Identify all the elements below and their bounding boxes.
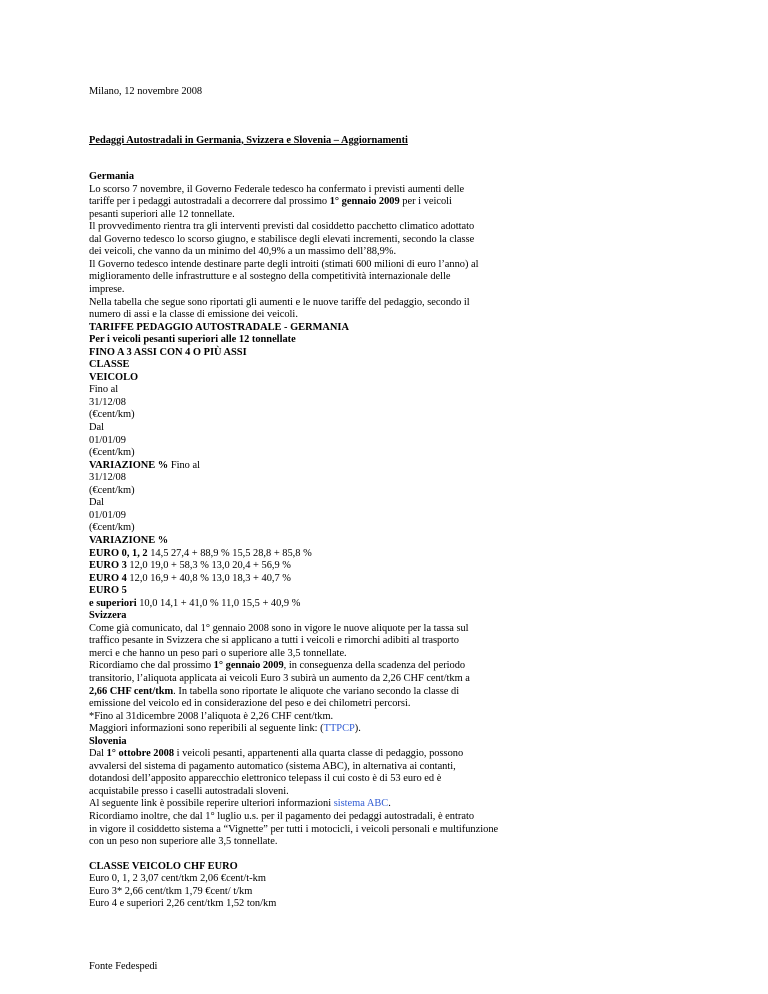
paragraph-line: emissione del veicolo ed in considerazione del peso e dei chilometri percorsi.: [89, 698, 411, 710]
toll-table-subtitle: Per i veicoli pesanti superiori alle 12 tonnellate: [89, 334, 296, 346]
paragraph-line: Al seguente link è possibile reperire ulteriori informazioni sistema ABC.: [89, 798, 391, 810]
paragraph-line: imprese.: [89, 284, 125, 296]
paragraph-line: Dal 1° ottobre 2008 i veicoli pesanti, appartenenti alla quarta classe di pedaggio, possono: [89, 748, 464, 760]
table-row: EURO 0, 1, 2 14,5 27,4 + 88,9 % 15,5 28,8 + 85,8 %: [89, 547, 312, 559]
source-line: Fonte Fedespedi: [89, 960, 158, 972]
paragraph-line: traffico pesante in Svizzera che si applicano a tutti i veicoli e rimorchi adibiti al trasporto: [89, 635, 459, 647]
table-row-label: EURO 5: [89, 585, 127, 597]
paragraph-line: in vigore il cosiddetto sistema a “Vignette” per tutti i motocicli, i veicoli personali e multifunzione: [89, 823, 499, 835]
section-heading-slovenia: Slovenia: [89, 735, 127, 747]
paragraph-line: Il provvedimento rientra tra gli interventi previsti dal cosiddetto pacchetto climatico adottato: [89, 221, 475, 233]
date-line: Milano, 12 novembre 2008: [89, 86, 203, 97]
header-variazione: VARIAZIONE %: [89, 534, 169, 546]
paragraph-line: transitorio, l’aliquota applicata ai veicoli Euro 3 subirà un aumento da 2,26 CHF cent/tkm a: [89, 672, 470, 684]
chf-table-row: Euro 3* 2,66 cent/tkm 1,79 €cent/ t/km: [89, 885, 253, 897]
paragraph-line: con un peso non superiore alle 3,5 tonnellate.: [89, 836, 278, 848]
header-dal: Dal: [89, 422, 105, 434]
paragraph-line: Il Governo tedesco intende destinare parte degli introiti (stimati 600 milioni di euro l’anno) al: [89, 258, 479, 270]
section-heading-svizzera: Svizzera: [89, 610, 127, 622]
header-unit: (€cent/km): [89, 447, 135, 459]
header-unit: (€cent/km): [89, 484, 135, 496]
header-fino: Fino al: [89, 384, 119, 396]
section-heading-germania: Germania: [89, 171, 135, 183]
header-dal: Dal: [89, 497, 105, 509]
chf-table-row: Euro 0, 1, 2 3,07 cent/tkm 2,06 €cent/t-km: [89, 873, 266, 885]
sistema-abc-link[interactable]: sistema ABC: [333, 798, 389, 810]
toll-table-title: TARIFFE PEDAGGIO AUTOSTRADALE - GERMANIA: [89, 321, 349, 333]
chf-table-row: Euro 4 e superiori 2,26 cent/tkm 1,52 ton/km: [89, 898, 277, 910]
table-row: EURO 3 12,0 19,0 + 58,3 % 13,0 20,4 + 56,9 %: [89, 560, 291, 572]
paragraph-line: tariffe per i pedaggi autostradali a decorrere dal prossimo 1° gennaio 2009 per i veicoli: [89, 196, 452, 208]
paragraph-line: Ricordiamo inoltre, che dal 1° luglio u.s. per il pagamento dei pedaggi autostradali, è entrato: [89, 810, 475, 822]
header-date: 31/12/08: [89, 472, 126, 484]
chf-table-header: CLASSE VEICOLO CHF EURO: [89, 860, 238, 872]
col-veicolo: VEICOLO: [89, 371, 139, 383]
paragraph-line: *Fino al 31dicembre 2008 l’aliquota è 2,26 CHF cent/tkm.: [89, 710, 334, 722]
paragraph-line: avvalersi del sistema di pagamento automatico (sistema ABC), in alternativa ai contanti,: [89, 760, 456, 772]
header-variazione: VARIAZIONE % Fino al: [89, 459, 200, 471]
document-title: Pedaggi Autostradali in Germania, Svizzera e Slovenia – Aggiornamenti: [89, 134, 408, 146]
document-page: [89, 86, 729, 973]
ttpcp-link[interactable]: TTPCP: [323, 723, 355, 735]
paragraph-line: 2,66 CHF cent/tkm. In tabella sono riportate le aliquote che variano secondo la classe di: [89, 685, 460, 697]
paragraph-line: Nella tabella che segue sono riportati gli aumenti e le nuove tariffe del pedaggio, secondo il: [89, 296, 470, 308]
paragraph-line: Come già comunicato, dal 1° gennaio 2008 sono in vigore le nuove aliquote per la tassa sul: [89, 622, 469, 634]
paragraph-line: acquistabile presso i caselli autostradali sloveni.: [89, 785, 289, 797]
table-row: e superiori 10,0 14,1 + 41,0 % 11,0 15,5 + 40,9 %: [89, 597, 301, 609]
toll-table-axles: FINO A 3 ASSI CON 4 O PIÙ ASSI: [89, 346, 247, 358]
paragraph-line: Lo scorso 7 novembre, il Governo Federale tedesco ha confermato i previsti aumenti delle: [89, 183, 465, 195]
header-unit: (€cent/km): [89, 409, 135, 421]
paragraph-line: merci e che hanno un peso pari o superiore alle 3,5 tonnellate.: [89, 647, 347, 659]
paragraph-line: dei veicoli, che vanno da un minimo del 40,9% a un massimo dell’88,9%.: [89, 246, 397, 258]
header-unit: (€cent/km): [89, 522, 135, 534]
paragraph-line: Ricordiamo che dal prossimo 1° gennaio 2009, in conseguenza della scadenza del periodo: [89, 660, 466, 672]
header-date: 31/12/08: [89, 396, 126, 408]
paragraph-line: pesanti superiori alle 12 tonnellate.: [89, 208, 235, 220]
paragraph-line: dal Governo tedesco lo scorso giugno, e stabilisce degli elevati incrementi, secondo la classe: [89, 233, 475, 245]
header-date: 01/01/09: [89, 434, 126, 446]
paragraph-line: numero di assi e la classe di emissione dei veicoli.: [89, 309, 298, 321]
paragraph-line: miglioramento delle infrastrutture e al sostegno della competitività internazionale delle: [89, 271, 451, 283]
paragraph-line: Maggiori informazioni sono reperibili al seguente link: (TTPCP).: [89, 723, 361, 735]
col-classe: CLASSE: [89, 359, 130, 371]
paragraph-line: dotandosi dell’apposito apparecchio elettronico telepass il cui costo è di 53 euro ed è: [89, 773, 442, 785]
table-row: EURO 4 12,0 16,9 + 40,8 % 13,0 18,3 + 40,7 %: [89, 572, 291, 584]
header-date: 01/01/09: [89, 509, 126, 521]
